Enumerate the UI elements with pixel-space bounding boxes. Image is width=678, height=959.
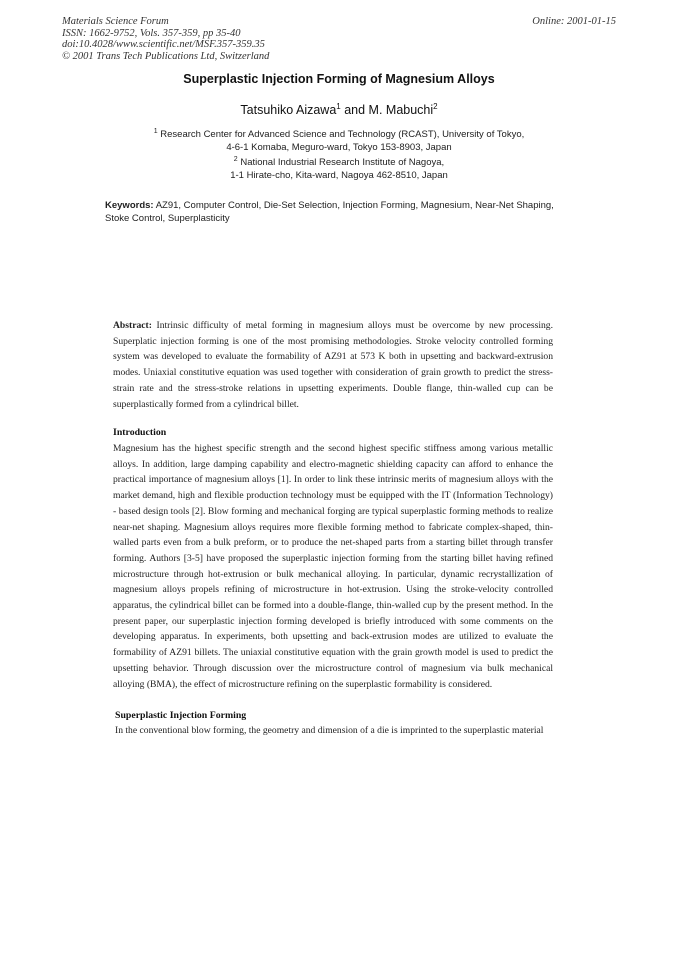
author-affil-mark: 2 [433,102,438,111]
copyright-line: © 2001 Trans Tech Publications Ltd, Switzerland [62,50,270,62]
journal-header [62,16,269,62]
abstract-label: Abstract: [113,320,152,331]
affil-mark: 2 [233,156,238,163]
issn-line: ISSN: 1662-9752, Vols. 357-359, pp 35-40 [62,27,241,39]
affil-line: 1-1 Hirate-cho, Kita-ward, Nagoya 462-8510, Japan [230,170,448,182]
introduction-paragraph: Magnesium has the highest specific strength and the second highest specific stiffness among various metallic alloys. In addition, large damping capability and electro-magnetic shielding capacity can afford to enhance the practical importance of magnesium alloys [1]. In order to link these intrinsic merits of magnesium alloys with the market demand, high and flexible production technology must be equipped with the IT (Information Technology) - based design tools [2]. Blow forming and mechanical forging are typical superplastic forming methods to realize near-net shaping. Magnesium alloys requires more flexible forming method to fabricate complex-shaped, thin-walled parts even from a bulk preform, or to produce the net-shaped parts from a starting billet through transfer forming. Authors [3-5] have proposed the superplastic injection forming from the starting billet having refined microstructure through hot-extrusion or bulk mechanical alloying. In particular, dynamic recrystallization of magnesium alloys propels refining of microstructure in hot-extrusion. Using the stroke-velocity controlled apparatus, the cylindrical billet can be formed into a double-flange, thin-walled cup by the present method. In the present paper, our superplastic injection forming developed is briefly introduced with some comments on the developing apparatus. In experiments, both upsetting and back-extrusion modes are utilized to evaluate the formability of AZ91 billets. The uniaxial constitutive equation with the grain growth model is used to predict the upsetting behavior. Through discussion over the microstructure control of magnesium via bulk mechanical alloying (BMA), the effect of microstructure refining on the superplastic formability is considered. [113,443,553,690]
abstract-text: Intrinsic difficulty of metal forming in magnesium alloys must be overcome by new processing. Superplatic injection forming is one of the most promising methodologies. Stroke velocity controlled forming system was developed to evaluate the formability of AZ91 at 573 K both in upsetting and backward-extrusion modes. Uniaxial constitutive equation was used together with consideration of grain growth to predict the stress-strain rate and the stress-stroke relations in upsetting experiments. Double flange, thin-walled cup can be superplastically formed from a cylindrical billet. [113,320,553,410]
section-heading-introduction: Introduction [113,427,167,438]
section-heading-superplastic-injection-forming: Superplastic Injection Forming [115,710,247,721]
affil-line: Research Center for Advanced Science and Technology (RCAST), University of Tokyo, [160,129,525,141]
affil-line: National Industrial Research Institute of Nagoya, [240,157,445,169]
author-affil-mark: 1 [336,102,341,111]
superplastic-paragraph: In the conventional blow forming, the geometry and dimension of a die is imprinted to the superplastic material [115,725,544,736]
affil-line: 4-6-1 Komaba, Meguro-ward, Tokyo 153-8903, Japan [226,142,452,154]
paper-title: Superplastic Injection Forming of Magnesium Alloys [183,72,495,86]
affiliation-1 [0,125,678,154]
journal-name: Materials Science Forum [62,16,169,27]
keywords [105,200,555,225]
author-name: Tatsuhiko Aizawa [240,103,337,118]
affiliation-2 [0,153,678,182]
affil-mark: 1 [153,128,158,135]
online-date: Online: 2001-01-15 [532,16,616,27]
abstract [113,318,553,412]
author-conjunction: and [340,103,369,118]
author-line [0,102,678,117]
doi-link[interactable]: doi:10.4028/www.scientific.net/MSF.357-359.35 [62,39,265,50]
keywords-text: AZ91, Computer Control, Die-Set Selection, Injection Forming, Magnesium, Near-Net Shaping, Stoke Control, Superplasticity [105,200,554,224]
keywords-label: Keywords: [105,200,154,211]
author-name: M. Mabuchi [368,103,434,118]
